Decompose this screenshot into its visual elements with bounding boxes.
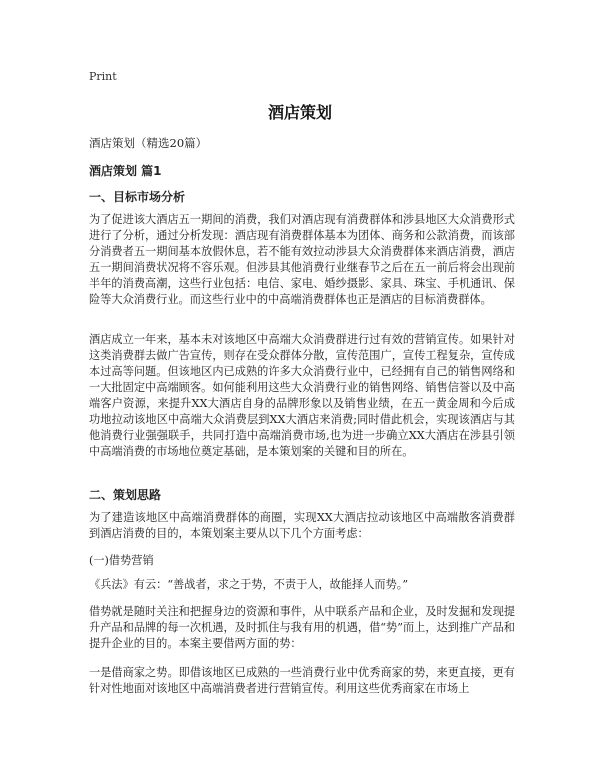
paragraph: 借势就是随时关注和把握身边的资源和事件，从中联系产品和企业，及时发掘和发现提升产品和品牌的每一次机遇，及时抓住与我有用的机遇，借“势”而上，达到推广产品和提升企业的目的。本案主要借两方面的势： <box>89 605 515 650</box>
paragraph: 酒店成立一年来，基本未对该地区中高端大众消费群进行过有效的营销宣传。如果针对这类消费群去做广告宣传，则存在受众群体分散，宣传范围广，宣传工程复杂，宣传成本过高等问题。但该地区内已成熟的许多大众消费行业中，已经拥有自己的销售网络和一大批固定中高端顾客。如何能利用这些大众消费行业的销售网络、销售信誉以及中高端客户资源，来提升XX大酒店自身的品牌形象以及销售业绩，在五一黄金周和今后成功地拉动该地区中高端大众消费层到XX大酒店来消费;同时借此机会，实现该酒店与其他消费行业强强联手，共同打造中高端消费市场,也为进一步确立XX大酒店在涉县引领中高端消费的市场地位奠定基础，是本策划案的关键和目的所在。 <box>89 333 515 458</box>
paragraph: 一是借商家之势。即借该地区已成熟的一些消费行业中优秀商家的势，来更直接，更有针对性地面对该地区中高端消费者进行营销宣传。利用这些优秀商家在市场上 <box>89 666 515 695</box>
print-label: Print <box>89 70 117 83</box>
paragraph: 为了促进该大酒店五一期间的消费，我们对酒店现有消费群体和涉县地区大众消费形式进行了分析，通过分析发现：酒店现有消费群体基本为团体、商务和公款消费，而该部分消费者五一期间基本放假休息，若不能有效拉动涉县大众消费群体来酒店消费，酒店五一期间消费状况将不容乐观。但涉县其他消费行业继春节之后在五一前后将会出现前半年的消费高潮，这些行业包括：电信、家电、婚纱摄影、家具、珠宝、手机通讯、保险等大众消费行业。而这些行业中的中高端消费群体也正是酒店的目标消费群体。 <box>89 213 515 306</box>
paragraph: 为了建造该地区中高端消费群体的商圈，实现XX大酒店拉动该地区中高端散客消费群到酒店消费的目的，本策划案主要从以下几个方面考虑： <box>89 511 515 540</box>
section-heading-target-market: 一、目标市场分析 <box>89 190 186 204</box>
subsection-heading-leverage-marketing: (一)借势营销 <box>89 554 154 567</box>
section-heading-strategy: 二、策划思路 <box>89 488 162 502</box>
quote: 《兵法》有云：“善战者，求之于势，不责于人，故能择人而势。” <box>89 578 409 591</box>
document-title: 酒店策划 <box>267 103 332 122</box>
document-subtitle: 酒店策划（精选20篇） <box>89 136 208 150</box>
article-title: 酒店策划 篇1 <box>89 164 162 178</box>
